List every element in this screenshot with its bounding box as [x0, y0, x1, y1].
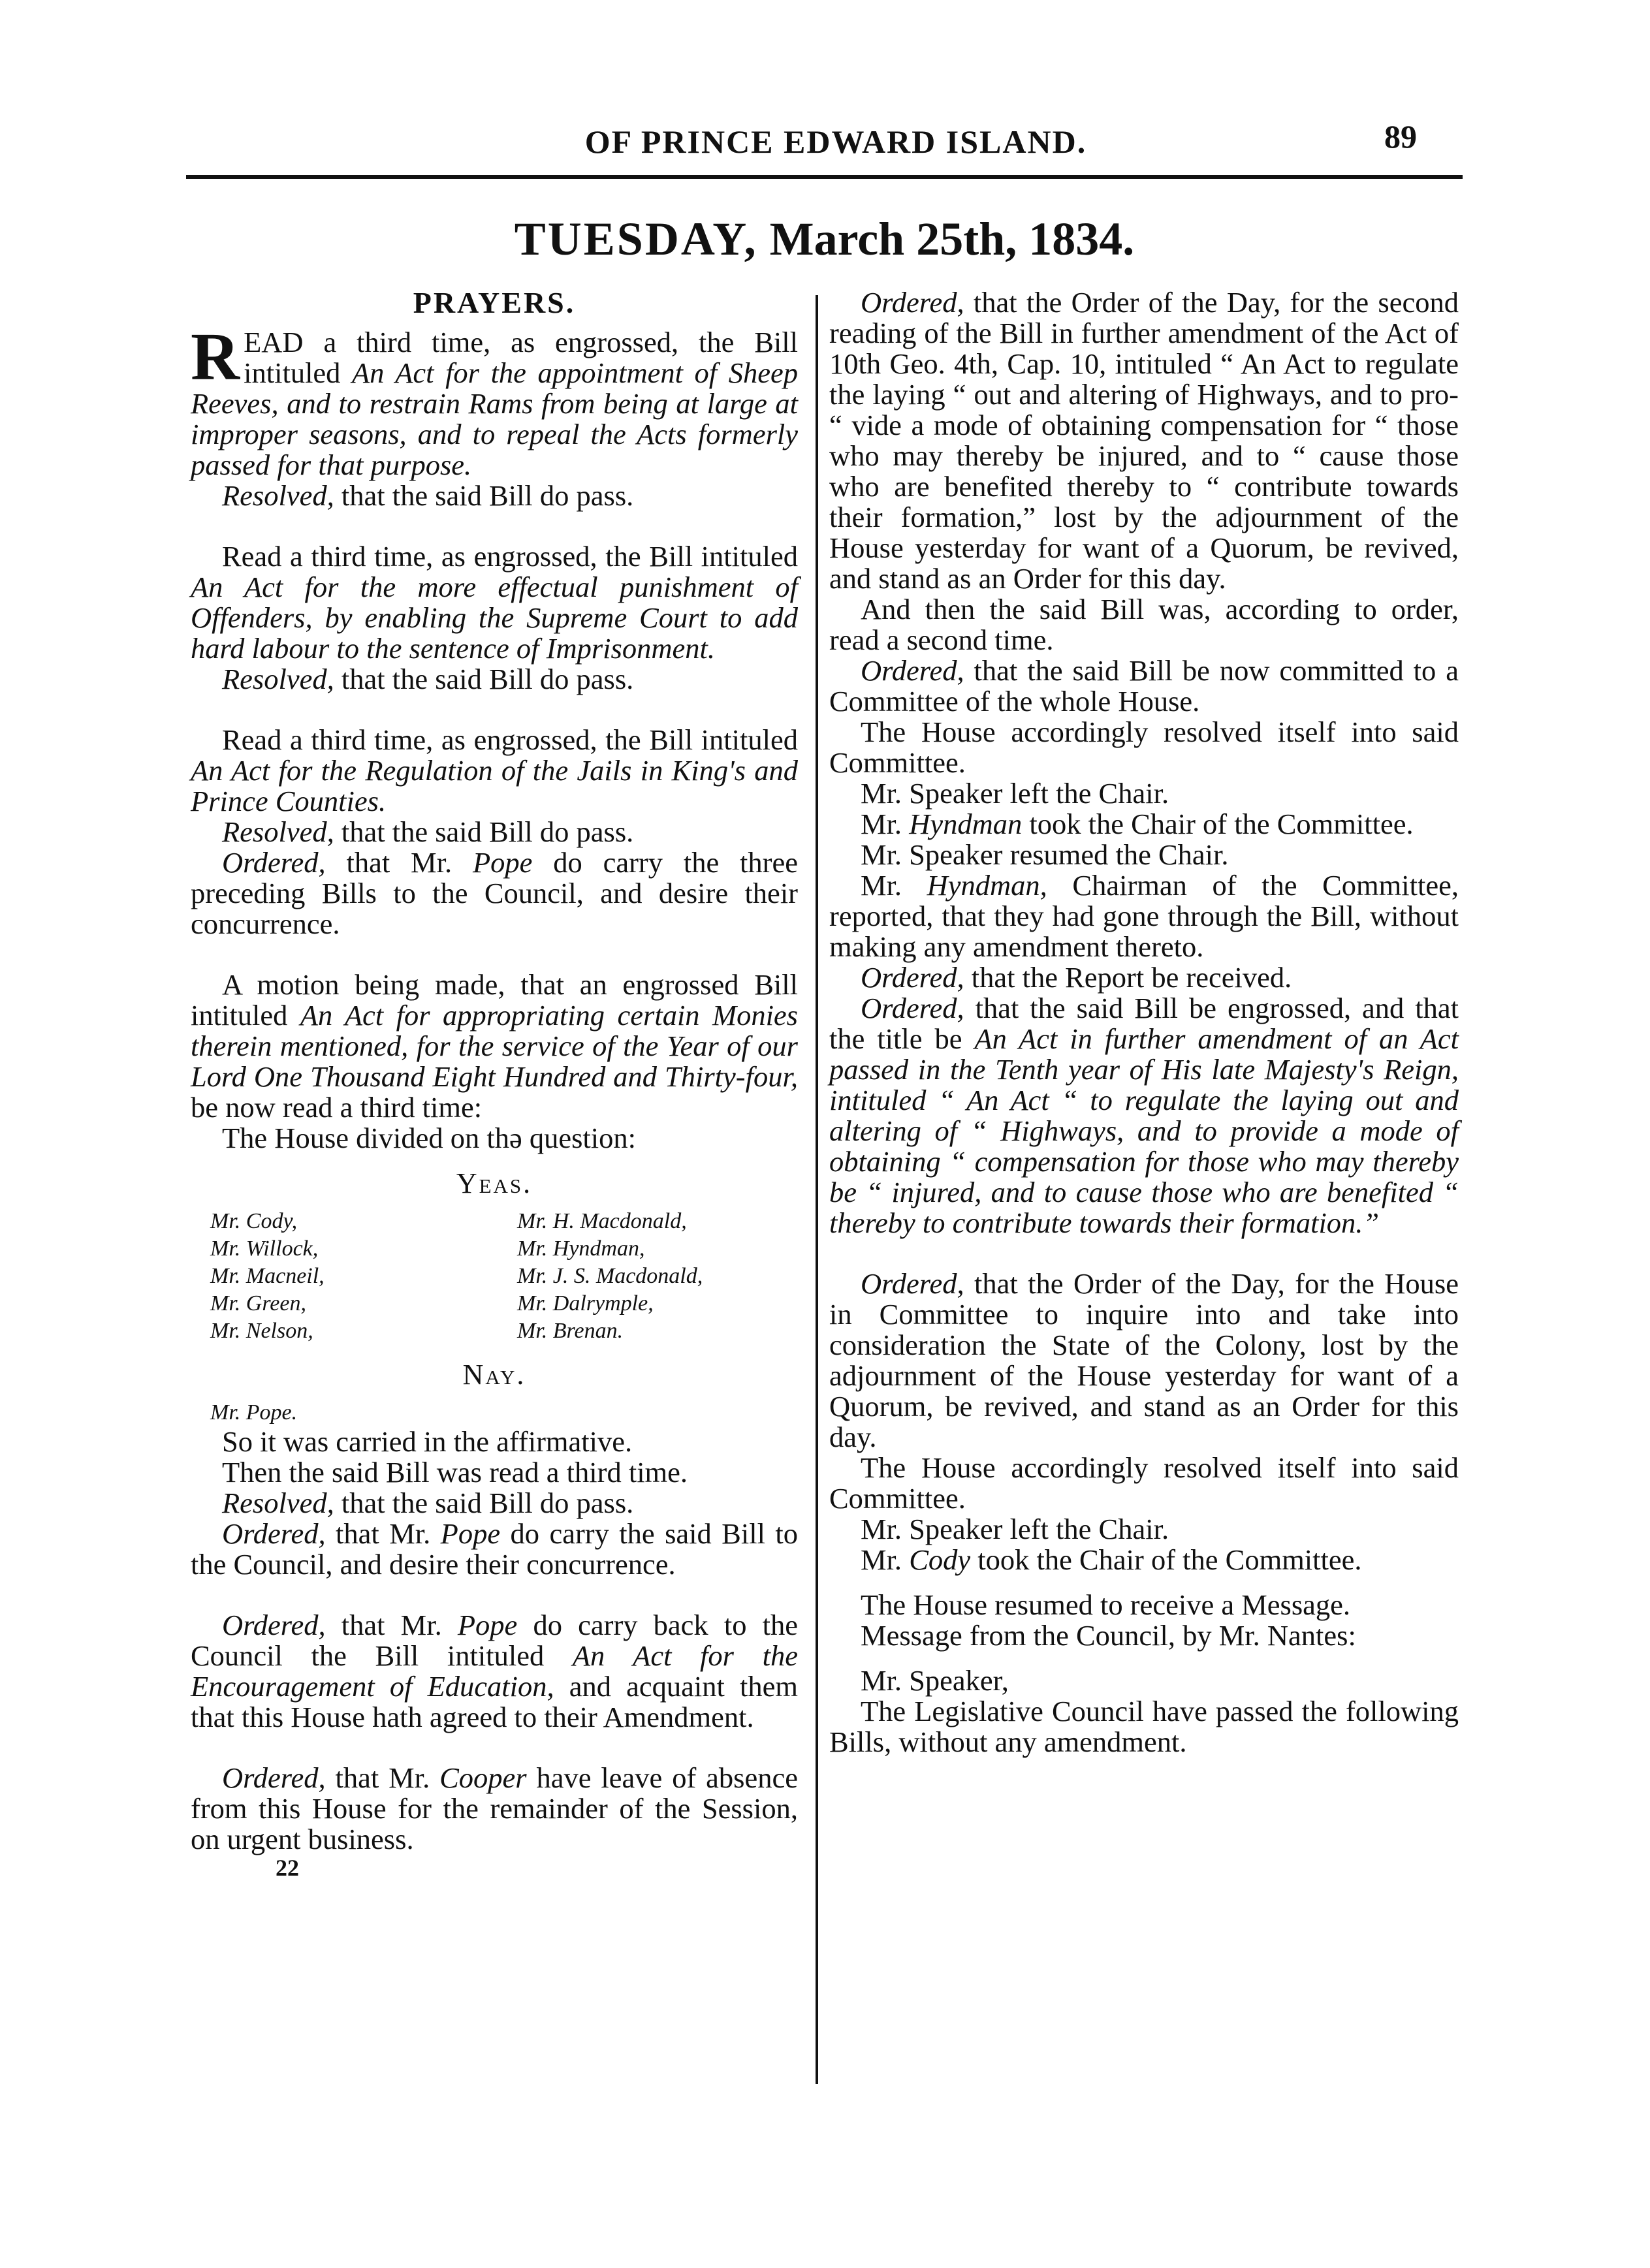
- paragraph-division: [191, 1123, 798, 1154]
- member-name: Pope: [440, 1517, 501, 1550]
- text-run: do carry the three preceding Bills to the Council, and desire their concurrence.: [191, 846, 798, 940]
- text-run: that the Order of the Day, for the second reading of the Bill in further amendment of the Act of 10th Geo. 4th, Cap. 10, intituled “ An Act to regulate the laying “ out and altering of Highways, and to pro- “ vide a mode of obtaining compensation for “ those who may thereby be injured, and to “ cause those who are benefited thereby to “ contribute towards their formation,” lost by the adjournment of the House yesterday for want of a Quorum, be revived, and stand as an Order for this day.: [829, 286, 1459, 595]
- yea-name: Mr. Cody,: [210, 1209, 298, 1233]
- yea-name: Mr. J. S. Macdonald,: [517, 1264, 703, 1288]
- paragraph-committee: [829, 1453, 1459, 1514]
- paragraph-motion: [191, 969, 798, 1123]
- paragraph-highways-order: [829, 287, 1459, 594]
- resolved-label: Resolved,: [222, 1487, 334, 1519]
- paragraph-engrossed: [829, 993, 1459, 1238]
- text-run: that Mr.: [325, 1761, 440, 1794]
- paragraph-resolved: [191, 1488, 798, 1519]
- yea-name: Mr. Nelson,: [210, 1319, 313, 1343]
- yea-name: Mr. Macneil,: [210, 1264, 325, 1288]
- paragraph-committee: [829, 717, 1459, 778]
- right-column: [829, 287, 1459, 1757]
- paragraph-salutation: [829, 1665, 1459, 1696]
- text-run: that the said Bill do pass.: [334, 479, 634, 512]
- text-run: Mr.: [861, 808, 910, 840]
- paragraph-jails-bill: [191, 725, 798, 817]
- ordered-label: Ordered,: [861, 654, 964, 687]
- text-run: that the Report be received.: [964, 961, 1292, 994]
- ordered-label: Ordered,: [222, 1517, 326, 1550]
- text-run: that the said Bill be now committed to a Committee of the whole House.: [829, 654, 1459, 717]
- paragraph-chair: [829, 809, 1459, 840]
- text-run: that Mr.: [325, 1517, 441, 1550]
- text-run: that the said Bill be engrossed, and that the title be: [829, 992, 1459, 1055]
- paragraph-colony-order: [829, 1268, 1459, 1453]
- paragraph-ordered: [829, 962, 1459, 993]
- text-run: that Mr.: [325, 1609, 458, 1641]
- text-run: Message from the Council, by Mr. Nantes:: [861, 1619, 1356, 1652]
- text-run: The House divided on thə question:: [222, 1122, 637, 1154]
- member-name: Hyndman,: [927, 869, 1047, 902]
- text-run: took the Chair of the Committee.: [1022, 808, 1414, 840]
- paragraph-speaker-left: [829, 778, 1459, 809]
- text-run: Mr. Speaker left the Chair.: [861, 777, 1169, 810]
- member-name: Pope: [457, 1609, 518, 1641]
- text-run: that the said Bill do pass.: [334, 815, 634, 848]
- date-heading-day: TUESDAY,: [514, 213, 758, 265]
- text-run: The Legislative Council have passed the following Bills, without any amendment.: [829, 1695, 1459, 1758]
- text-run: A motion being made, that an engrossed Bill intituled: [191, 968, 798, 1032]
- nay-name: Mr. Pope.: [210, 1400, 298, 1425]
- ordered-label: Ordered,: [861, 961, 964, 994]
- bill-title: An Act for the Regulation of the Jails in King's and Prince Counties.: [191, 754, 798, 817]
- text-run: Mr. Speaker,: [861, 1664, 1009, 1697]
- header-rule: [186, 175, 1463, 179]
- bill-title: An Act for the Encouragement of Education,: [191, 1639, 798, 1703]
- text-run: EAD a third time, as engrossed, the Bill intituled: [244, 326, 798, 389]
- paragraph-chair: [829, 1545, 1459, 1575]
- paragraph-council-bills: [829, 1696, 1459, 1757]
- text-run: and acquaint them that this House hath agreed to their Amendment.: [191, 1670, 798, 1733]
- signature-mark: 22: [276, 1855, 299, 1881]
- resolved-label: Resolved,: [222, 815, 334, 848]
- date-heading: [186, 212, 1463, 266]
- text-run: Then the said Bill was read a third time.: [222, 1456, 688, 1488]
- paragraph-leave-of-absence: [191, 1763, 798, 1855]
- paragraph-resolved: [191, 664, 798, 695]
- text-run: The House accordingly resolved itself into said Committee.: [829, 1451, 1459, 1515]
- page-number: 89: [1384, 118, 1417, 155]
- member-name: Cody: [909, 1543, 971, 1576]
- bill-title: An Act in further amendment of an Act passed in the Tenth year of His late Majesty's Reign, intituled “ An Act “ to regulate the laying out and altering of “ Highways, and to provide a mode of obtaining “ compensation for those who may thereby be “ injured, and to cause those who are benefited “ thereby to contribute towards their formation.”: [829, 1022, 1459, 1239]
- text-run: Mr.: [861, 869, 927, 902]
- paragraph-resolved: [191, 480, 798, 511]
- text-run: have leave of absence from this House for the remainder of the Session, on urgent business.: [191, 1761, 798, 1855]
- text-run: do carry back to the Council the Bill intituled: [191, 1609, 798, 1672]
- yea-name: Mr. Hyndman,: [517, 1236, 645, 1261]
- yea-name: Mr. Brenan.: [517, 1319, 624, 1343]
- paragraph-message: [829, 1590, 1459, 1620]
- paragraph-speaker-left: [829, 1514, 1459, 1545]
- ordered-label: Ordered,: [222, 1761, 326, 1794]
- text-run: Read a third time, as engrossed, the Bill intituled: [222, 540, 798, 573]
- yea-name: Mr. H. Macdonald,: [517, 1209, 687, 1233]
- nay-heading: Nay.: [462, 1359, 526, 1391]
- ordered-label: Ordered,: [222, 846, 326, 879]
- ordered-label: Ordered,: [861, 1267, 964, 1300]
- yea-name: Mr. Dalrymple,: [517, 1291, 654, 1315]
- paragraph-resolved: [191, 817, 798, 847]
- member-name: Hyndman: [909, 808, 1023, 840]
- bill-title: An Act for the more effectual punishment of Offenders, by enabling the Supreme Court to add hard labour to the sentence of Imprisonment.: [191, 571, 798, 665]
- paragraph-education-bill: [191, 1610, 798, 1733]
- text-run: took the Chair of the Committee.: [970, 1543, 1362, 1576]
- nay-list: [191, 1399, 798, 1426]
- paragraph-ordered: [191, 847, 798, 939]
- text-run: that Mr.: [325, 846, 473, 879]
- resolved-label: Resolved,: [222, 663, 334, 695]
- left-column: [191, 287, 798, 1881]
- yea-name: Mr. Green,: [210, 1291, 306, 1315]
- paragraph-report: [829, 870, 1459, 962]
- text-run: be now read a third time:: [191, 1091, 483, 1124]
- bill-title: An Act for appropriating certain Monies therein mentioned, for the service of the Year of our Lord One Thousand Eight Hundred and Thirty-four,: [191, 999, 799, 1093]
- member-name: Pope: [472, 846, 533, 879]
- text-run: Mr.: [861, 1543, 910, 1576]
- text-run: that the said Bill do pass.: [334, 663, 634, 695]
- drop-cap: R: [191, 319, 240, 394]
- text-run: Chairman of the Committee, reported, that they had gone through the Bill, without making any amendment thereto.: [829, 869, 1459, 963]
- date-heading-date: March 25th, 1834.: [769, 213, 1135, 265]
- paragraph-third-reading: [191, 1457, 798, 1488]
- yea-name: Mr. Willock,: [210, 1236, 319, 1261]
- paragraph-message-from: [829, 1620, 1459, 1651]
- text-run: that the Order of the Day, for the House in Committee to inquire into and take into consideration the State of the Colony, lost by the adjournment of the House yesterday for want of a Quorum, be revived, and stand as an Order for this day.: [829, 1267, 1459, 1453]
- column-divider: [816, 295, 818, 2084]
- paragraph-ordered: [829, 655, 1459, 717]
- paragraph-speaker-resumed: [829, 840, 1459, 870]
- ordered-label: Ordered,: [861, 286, 964, 319]
- yeas-heading: Yeas.: [456, 1167, 533, 1199]
- ordered-label: Ordered,: [222, 1609, 326, 1641]
- text-run: do carry the said Bill to the Council, and desire their concurrence.: [191, 1517, 798, 1581]
- yeas-list: [191, 1208, 798, 1345]
- prayers-heading: PRAYERS.: [413, 286, 576, 319]
- resolved-label: Resolved,: [222, 479, 334, 512]
- paragraph-ordered: [191, 1519, 798, 1580]
- text-run: Mr. Speaker left the Chair.: [861, 1513, 1169, 1545]
- member-name: Cooper: [439, 1761, 527, 1794]
- ordered-label: Ordered,: [861, 992, 964, 1024]
- text-run: The House accordingly resolved itself into said Committee.: [829, 716, 1459, 779]
- text-run: The House resumed to receive a Message.: [861, 1588, 1351, 1621]
- text-run: Mr. Speaker resumed the Chair.: [861, 838, 1229, 871]
- bill-title: An Act for the appointment of Sheep Reeves, and to restrain Rams from being at large at improper seasons, and to repeal the Acts formerly passed for that purpose.: [191, 356, 798, 481]
- text-run: that the said Bill do pass.: [334, 1487, 634, 1519]
- paragraph-sheep-reeves-bill: [191, 319, 798, 481]
- text-run: And then the said Bill was, according to order, read a second time.: [829, 593, 1459, 656]
- paragraph-second-reading: [829, 594, 1459, 655]
- text-run: Read a third time, as engrossed, the Bill intituled: [222, 723, 798, 756]
- running-header: OF PRINCE EDWARD ISLAND.: [584, 123, 1087, 160]
- text-run: So it was carried in the affirmative.: [222, 1425, 633, 1458]
- paragraph-affirmative: [191, 1426, 798, 1457]
- paragraph-offenders-bill: [191, 541, 798, 664]
